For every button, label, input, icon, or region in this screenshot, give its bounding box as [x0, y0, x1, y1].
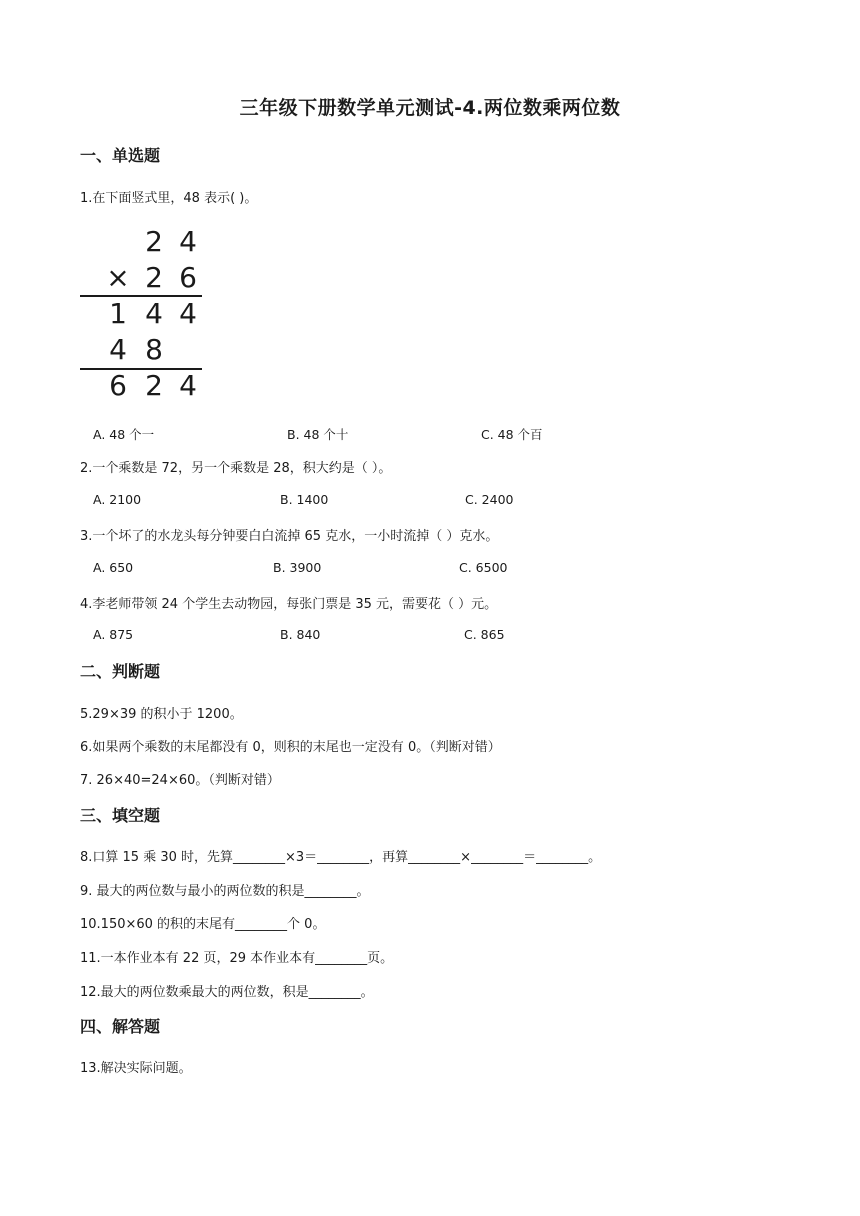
calc-digit: 4	[109, 333, 127, 366]
option-a[interactable]: A. 875	[93, 627, 134, 642]
option-a[interactable]: A. 48 个一	[93, 427, 155, 442]
option-b[interactable]: B. 1400	[280, 492, 329, 507]
calc-digit: 6	[109, 369, 127, 402]
question-13: 13.解决实际问题。	[80, 1061, 192, 1076]
question-5: 5.29×39 的积小于 1200。	[80, 707, 243, 722]
question-7: 7. 26×40=24×60。（判断对错）	[80, 773, 280, 788]
option-c[interactable]: C. 48 个百	[481, 427, 543, 442]
option-b[interactable]: B. 3900	[273, 560, 322, 575]
option-b[interactable]: B. 48 个十	[287, 427, 349, 442]
option-c[interactable]: C. 865	[464, 627, 505, 642]
calc-digit: 6	[179, 261, 197, 294]
calc-digit: 4	[179, 369, 197, 402]
question-3: 3.一个坏了的水龙头每分钟要白白流掉 65 克水，一小时流掉（ ）克水。	[80, 529, 499, 544]
question-6: 6.如果两个乘数的末尾都没有 0，则积的末尾也一定没有 0。（判断对错）	[80, 740, 501, 755]
question-10: 10.150×60 的积的末尾有________个 0。	[80, 917, 326, 932]
option-c[interactable]: C. 6500	[459, 560, 508, 575]
question-1: 1.在下面竖式里，48 表示( )。	[80, 191, 258, 206]
question-9: 9. 最大的两位数与最小的两位数的积是________。	[80, 884, 370, 899]
vertical-multiplication	[80, 222, 204, 402]
calc-digit: 4	[179, 225, 197, 258]
option-a[interactable]: A. 2100	[93, 492, 142, 507]
option-c[interactable]: C. 2400	[465, 492, 514, 507]
calc-digit: 1	[109, 297, 127, 330]
calc-digit: 4	[145, 297, 163, 330]
option-b[interactable]: B. 840	[280, 627, 321, 642]
calc-digit: 2	[145, 261, 163, 294]
section-heading-true-false: 二、判断题	[80, 662, 161, 681]
question-4: 4.李老师带领 24 个学生去动物园，每张门票是 35 元，需要花（ ）元。	[80, 597, 498, 612]
option-a[interactable]: A. 650	[93, 560, 134, 575]
calc-digit: 2	[145, 225, 163, 258]
question-11: 11.一本作业本有 22 页，29 本作业本有________页。	[80, 951, 394, 966]
calc-digit: 2	[145, 369, 163, 402]
question-8: 8.口算 15 乘 30 时，先算________×3＝________，再算________×________＝________。	[80, 850, 602, 865]
page-title: 三年级下册数学单元测试-4.两位数乘两位数	[239, 97, 621, 119]
calc-digit: 8	[145, 333, 163, 366]
calc-digit: 4	[179, 297, 197, 330]
question-12: 12.最大的两位数乘最大的两位数，积是________。	[80, 985, 374, 1000]
section-heading-fill-blank: 三、填空题	[80, 806, 161, 825]
question-2: 2.一个乘数是 72，另一个乘数是 28，积大约是（ ）。	[80, 461, 392, 476]
section-heading-word-problems: 四、解答题	[80, 1017, 161, 1036]
section-heading-single-choice: 一、单选题	[80, 146, 161, 165]
multiply-sign: ×	[106, 261, 130, 294]
